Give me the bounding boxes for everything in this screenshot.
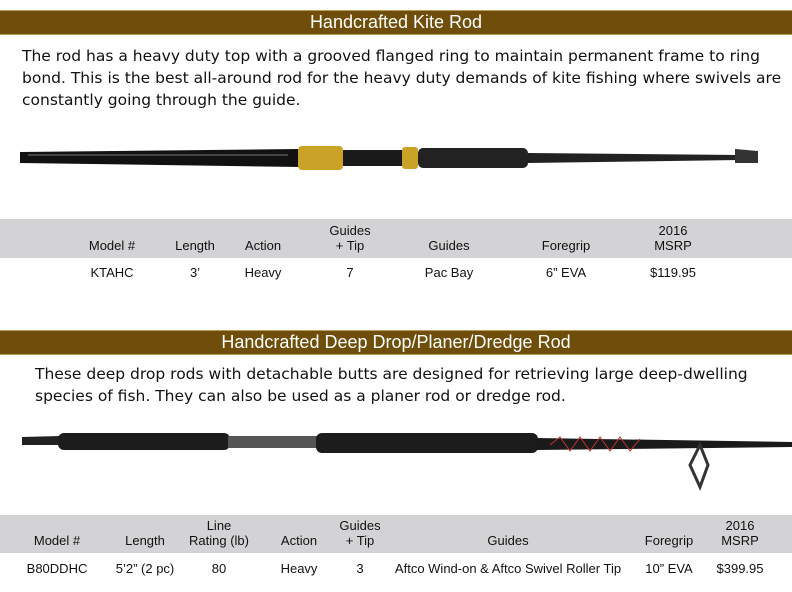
table-cell: 3’ (189, 265, 201, 280)
column-header-line: Line (206, 518, 232, 533)
table-cell: 3 (356, 561, 364, 576)
table-cell: 5’2” (2 pc) (115, 561, 175, 576)
column-header-line: + Tip (335, 238, 365, 253)
table-cell: B80DDHC (26, 561, 88, 576)
column-header (329, 223, 370, 253)
column-header (721, 518, 759, 548)
column-header-line: Model # (88, 238, 136, 253)
column-header-line: Rating (lb) (189, 533, 249, 548)
table-cell: $119.95 (649, 265, 697, 280)
column-header-line: MSRP (654, 238, 692, 253)
kite-rod-description: The rod has a heavy duty top with a grooved flanged ring to maintain permanent frame to ring bond. This is the best all-around rod for the heavy duty demands of kite fishing where swivels are constantly going through the guide. (22, 47, 782, 109)
column-header (645, 533, 693, 548)
column-header-line: Model # (33, 533, 81, 548)
table-cell: KTAHC (90, 265, 134, 280)
column-header-line: Guides (339, 518, 381, 533)
table-cell: Heavy (280, 561, 318, 576)
column-header (281, 533, 317, 548)
table-cell: 6” EVA (545, 265, 587, 280)
section-title-kite-rod: Handcrafted Kite Rod (0, 10, 792, 35)
column-header (34, 533, 80, 548)
column-header-line: Foregrip (541, 238, 591, 253)
column-header-line: 2016 (658, 223, 688, 238)
column-header (428, 238, 469, 253)
column-header (542, 238, 590, 253)
table-cell: Aftco Wind-on & Aftco Swivel Roller Tip (394, 561, 622, 576)
column-header-line: Action (280, 533, 318, 548)
table-cell: 7 (346, 265, 354, 280)
column-header (245, 238, 281, 253)
column-header (89, 238, 135, 253)
table-cell: 80 (211, 561, 227, 576)
table-cell: $399.95 (716, 561, 764, 576)
column-header-line: Length (175, 238, 215, 253)
column-header-line: 2016 (725, 518, 755, 533)
kite-rod-image (0, 135, 792, 185)
table-cell: Heavy (244, 265, 282, 280)
column-header-line: Guides (487, 533, 529, 548)
table-cell: 10” EVA (645, 561, 693, 576)
column-header-line: Guides (428, 238, 470, 253)
deep-drop-rod-image (0, 425, 792, 495)
column-header-line: Foregrip (644, 533, 694, 548)
column-header (487, 533, 528, 548)
column-header-line: Length (125, 533, 165, 548)
column-header (339, 518, 380, 548)
column-header-line: + Tip (345, 533, 375, 548)
column-header (189, 518, 249, 548)
table-cell: Pac Bay (424, 265, 474, 280)
column-header-line: MSRP (721, 533, 759, 548)
column-header (125, 533, 165, 548)
deep-drop-rod-description: These deep drop rods with detachable butts are designed for retrieving large deep-dwelling species of fish. They can also be used as a planer rod or dredge rod. (35, 365, 748, 405)
column-header-line: Action (244, 238, 282, 253)
column-header-line: Guides (329, 223, 371, 238)
column-header (175, 238, 215, 253)
section-title-deep-drop-rod: Handcrafted Deep Drop/Planer/Dredge Rod (0, 330, 792, 355)
column-header (654, 223, 692, 253)
